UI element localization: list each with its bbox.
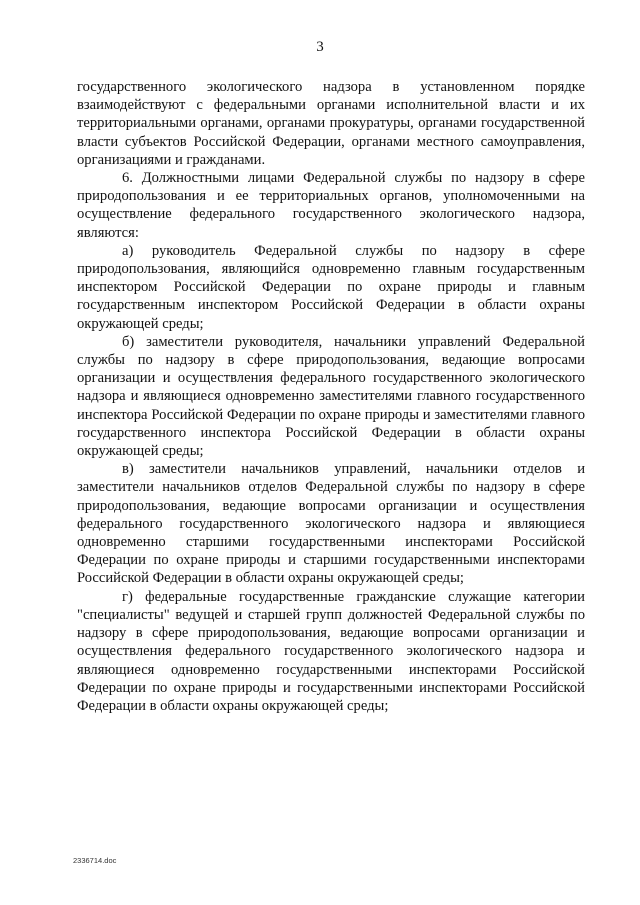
paragraph-subitem-a: а) руководитель Федеральной службы по надзору в сфере природопользования, являющийся одновременно главным государственным инспектором Российской Федерации по охране природы и главным государственным инспектором Российской Федерации в области охраны окружающей среды; <box>77 242 585 332</box>
paragraph-subitem-v: в) заместители начальников управлений, начальники отделов и заместители начальников отделов Федеральной службы по надзору в сфере природопользования, ведающие вопросами организации и осуществления федерального государственного экологического надзора и являющиеся одновременно старшими государственными инспекторами Российской Федерации по охране природы и старшими государственными инспекторами Российской Федерации в области охраны окружающей среды; <box>77 461 585 587</box>
paragraph-continuation: государственного экологического надзора в установленном порядке взаимодействуют с федеральными органами исполнительной власти и их территориальными органами, органами прокуратуры, органами государственной власти субъектов Российской Федерации, органами местного самоуправления, организациями и гражданами. <box>77 79 585 168</box>
paragraph-item-6: 6. Должностными лицами Федеральной службы по надзору в сфере природопользования и ее территориальных органов, уполномоченными на осуществление федерального государственного экологического надзора, являются: <box>77 170 585 241</box>
paragraph-subitem-g: г) федеральные государственные гражданские служащие категории "специалисты" ведущей и старшей групп должностей Федеральной службы по надзору в сфере природопользования, ведающие вопросами организации и осуществления федерального государственного экологического надзора и являющиеся одновременно государственными инспекторами Российской Федерации по охране природы и государственными инспекторами Российской Федерации в области охраны окружающей среды; <box>77 588 585 714</box>
footer-document-code: 2336714.doc <box>73 856 117 865</box>
page-number: 3 <box>316 39 324 55</box>
paragraph-subitem-b: б) заместители руководителя, начальники управлений Федеральной службы по надзору в сфере природопользования, ведающие вопросами организации и осуществления федерального государственного экологического надзора и являющиеся одновременно заместителями главного государственного инспектора Российской Федерации по охране природы и заместителями главного государственного инспектора Российской Федерации в области охраны окружающей среды; <box>77 333 585 460</box>
document-body <box>77 78 585 715</box>
